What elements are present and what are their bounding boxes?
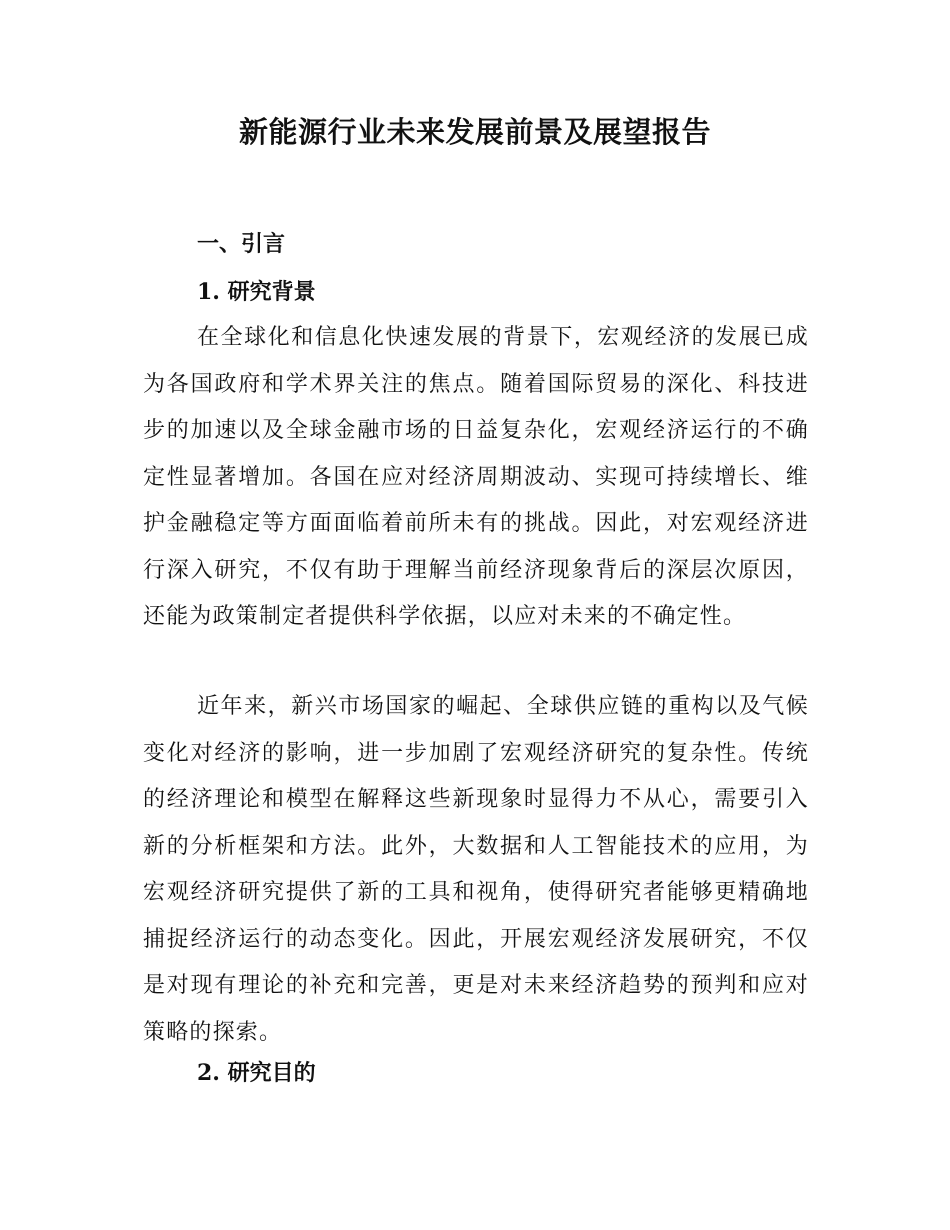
paragraph-background-2: 近年来，新兴市场国家的崛起、全球供应链的重构以及气候变化对经济的影响，进一步加剧了宏观经济研究的复杂性。传统的经济理论和模型在解释这些新现象时显得力不从心，需要引入新的分析框架和方法。此外，大数据和人工智能技术的应用，为宏观经济研究提供了新的工具和视角，使得研究者能够更精确地捕捉经济运行的动态变化。因此，开展宏观经济发展研究，不仅是对现有理论的补充和完善，更是对未来经济趋势的预判和应对策略的探索。: [143, 694, 809, 1045]
document-title: 新能源行业未来发展前景及展望报告: [238, 115, 711, 149]
section-heading-introduction: 一、引言: [197, 232, 286, 257]
paragraph-background-1: 在全球化和信息化快速发展的背景下，宏观经济的发展已成为各国政府和学术界关注的焦点。随着国际贸易的深化、科技进步的加速以及全球金融市场的日益复杂化，宏观经济运行的不确定性显著增加。各国在应对经济周期波动、实现可持续增长、维护金融稳定等方面面临着前所未有的挑战。因此，对宏观经济进行深入研究，不仅有助于理解当前经济现象背后的深层次原因，还能为政策制定者提供科学依据，以应对未来的不确定性。: [143, 325, 809, 629]
subsection-heading-research-purpose: 2. 研究目的: [197, 1060, 316, 1086]
subsection-heading-research-background: 1. 研究背景: [197, 279, 316, 305]
